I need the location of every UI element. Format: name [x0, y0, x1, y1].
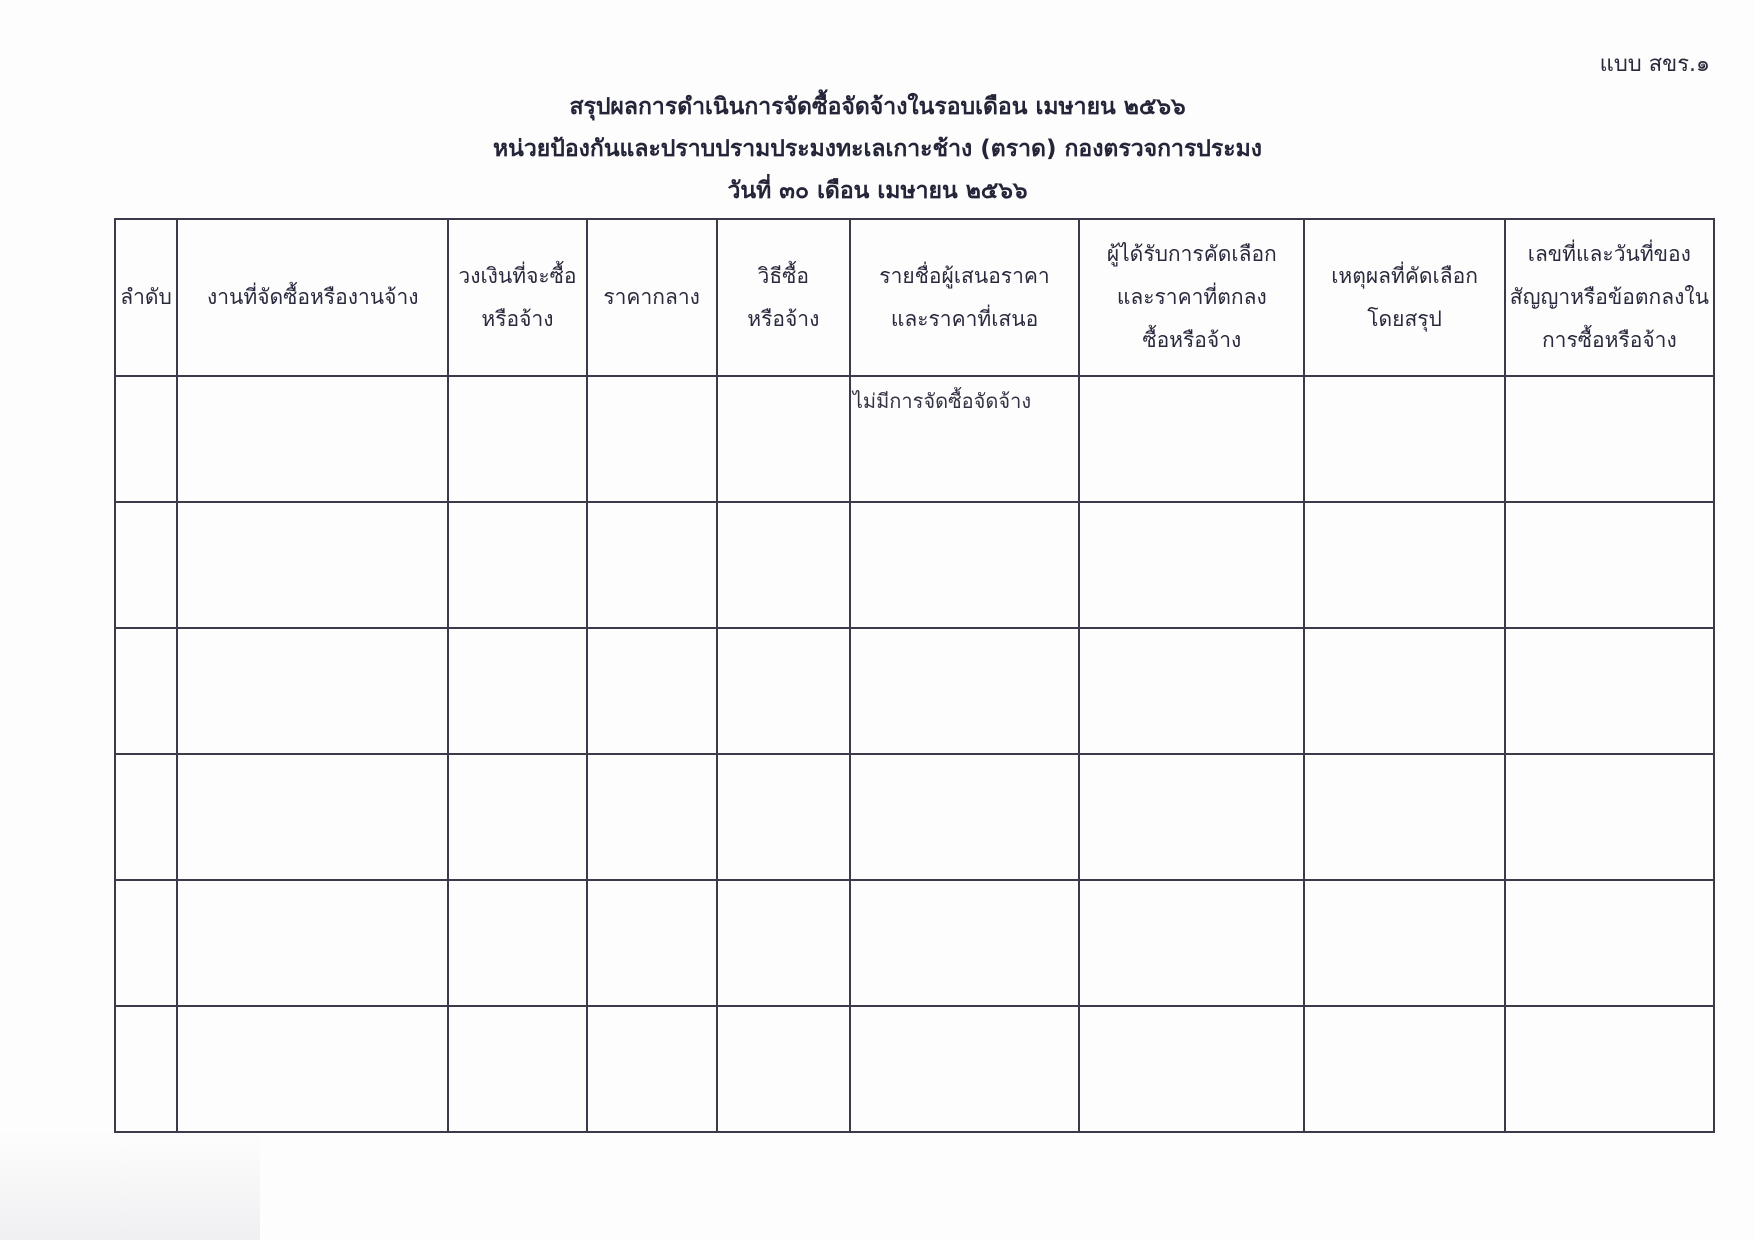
table-header-row [115, 219, 1714, 376]
table-cell [177, 376, 448, 502]
col-header-median-price: ราคากลาง [587, 219, 717, 376]
table-cell [1505, 628, 1714, 754]
table-cell [850, 754, 1079, 880]
table-cell [1304, 880, 1504, 1006]
table-cell [1079, 502, 1304, 628]
table-cell [1304, 376, 1504, 502]
table-cell [1079, 880, 1304, 1006]
col-header-contract: เลขที่และวันที่ของ สัญญาหรือข้อตกลงใน การซื้อหรือจ้าง [1505, 219, 1714, 376]
table-cell [1079, 628, 1304, 754]
table-cell [717, 628, 850, 754]
table-cell [850, 502, 1079, 628]
table-cell [1304, 1006, 1504, 1132]
table-cell [448, 1006, 586, 1132]
col-header-order: ลำดับ [115, 219, 177, 376]
table-cell [587, 880, 717, 1006]
table-cell [1505, 880, 1714, 1006]
table-row [115, 754, 1714, 880]
unit-name: หน่วยป้องกันและปราบปรามประมงทะเลเกาะช้าง (ตราด) กองตรวจการประมง [492, 136, 1263, 162]
table-cell [177, 1006, 448, 1132]
document-header [0, 86, 1755, 212]
table-cell [448, 376, 586, 502]
col-header-reason: เหตุผลที่คัดเลือก โดยสรุป [1304, 219, 1504, 376]
table-cell [850, 628, 1079, 754]
table-cell [448, 754, 586, 880]
table-cell [1304, 628, 1504, 754]
table-cell [850, 376, 1079, 502]
report-date: วันที่ ๓๐ เดือน เมษายน ๒๕๖๖ [727, 178, 1028, 204]
table-cell [448, 502, 586, 628]
table-row [115, 502, 1714, 628]
table-cell [587, 376, 717, 502]
col-header-bidders: รายชื่อผู้เสนอราคา และราคาที่เสนอ [850, 219, 1079, 376]
table-cell [1079, 1006, 1304, 1132]
table-cell [115, 754, 177, 880]
table-cell [115, 502, 177, 628]
table-cell [1505, 376, 1714, 502]
col-header-method: วิธีซื้อ หรือจ้าง [717, 219, 850, 376]
table-cell [1079, 376, 1304, 502]
table-cell [1304, 754, 1504, 880]
table-row [115, 628, 1714, 754]
table-cell [717, 880, 850, 1006]
table-cell [1505, 754, 1714, 880]
col-header-selected: ผู้ได้รับการคัดเลือก และราคาที่ตกลง ซื้อหรือจ้าง [1079, 219, 1304, 376]
table-cell [177, 628, 448, 754]
table-cell [115, 628, 177, 754]
table-cell [115, 376, 177, 502]
table-cell [1304, 502, 1504, 628]
table-cell [587, 502, 717, 628]
table-cell [1079, 754, 1304, 880]
table-cell [177, 880, 448, 1006]
table-cell [115, 880, 177, 1006]
table-cell [115, 1006, 177, 1132]
form-code: แบบ สขร.๑ [1599, 52, 1710, 77]
table-cell [850, 880, 1079, 1006]
table-row [115, 376, 1714, 502]
table-cell [177, 502, 448, 628]
table-cell [717, 754, 850, 880]
table-cell [587, 628, 717, 754]
table-cell [177, 754, 448, 880]
table-cell [850, 1006, 1079, 1132]
table-cell [587, 1006, 717, 1132]
table-row [115, 880, 1714, 1006]
scan-shadow [0, 1130, 260, 1240]
table-cell [717, 1006, 850, 1132]
procurement-table [114, 218, 1715, 1133]
table-cell [587, 754, 717, 880]
table-cell [717, 502, 850, 628]
table-cell [1505, 502, 1714, 628]
table-cell [448, 880, 586, 1006]
document-title: สรุปผลการดำเนินการจัดซื้อจัดจ้างในรอบเดือน เมษายน ๒๕๖๖ [569, 94, 1186, 120]
table-cell [1505, 1006, 1714, 1132]
no-procurement-note: ไม่มีการจัดซื้อจัดจ้าง [852, 389, 1032, 413]
table-cell [717, 376, 850, 502]
col-header-work: งานที่จัดซื้อหรืองานจ้าง [177, 219, 448, 376]
table-cell [448, 628, 586, 754]
col-header-budget: วงเงินที่จะซื้อ หรือจ้าง [448, 219, 586, 376]
table-row [115, 1006, 1714, 1132]
